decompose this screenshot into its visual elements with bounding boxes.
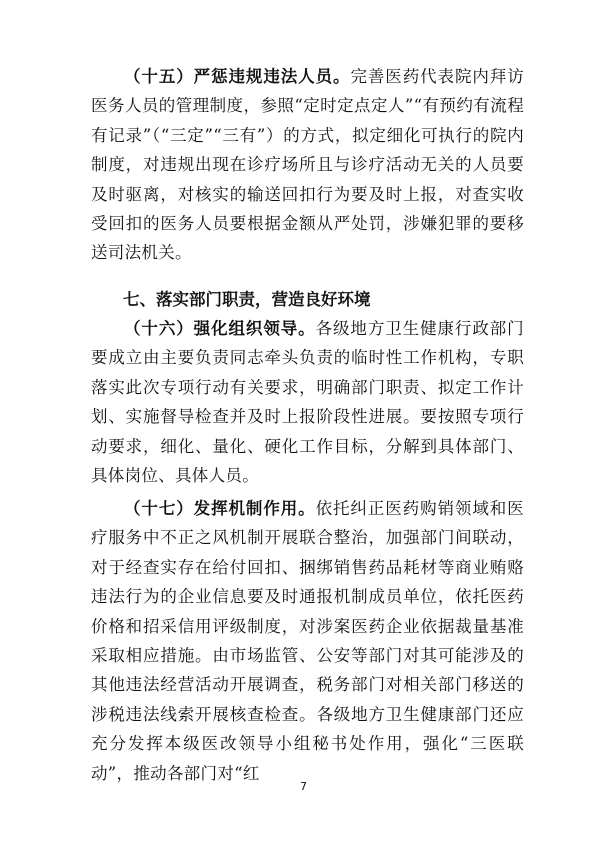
paragraph-16: [91, 314, 524, 490]
section-heading: 七、落实部门职责，营造良好环境: [123, 290, 371, 309]
page-number: 7: [300, 780, 307, 793]
paragraph-16-body: 各级地方卫生健康行政部门要成立由主要负责同志牵头负责的临时性工作机构，专职落实此次专项行动有关要求，明确部门职责、拟定工作计划、实施督导检查并及时上报阶段性进展。要按照专项行动要求，细化、量化、硬化工作目标，分解到具体部门、具体岗位、具体人员。: [91, 319, 524, 486]
paragraph-16-heading: （十六）强化组织领导。: [124, 319, 316, 338]
paragraph-17-body: 依托纠正医药购销领域和医疗服务中不正之风机制开展联合整治，加强部门间联动，对于经查实存在给付回扣、捆绑销售药品耗材等商业贿赂违法行为的企业信息要及时通报机制成员单位，依托医药价格和招采信用评级制度，对涉案医药企业依据裁量基准采取相应措施。由市场监管、公安等部门对其可能涉及的其他违法经营活动开展调查，税务部门对相关部门移送的涉税违法线索开展核查检查。各级地方卫生健康部门还应充分发挥本级医改领导小组秘书处作用，强化“三医联动”，推动各部门对“红: [91, 499, 524, 783]
paragraph-17: [91, 494, 524, 788]
paragraph-15: [91, 62, 524, 268]
paragraph-17-heading: （十七）发挥机制作用。: [124, 499, 316, 518]
paragraph-15-heading: （十五）严惩违规违法人员。: [124, 67, 351, 86]
paragraph-15-body: 完善医药代表院内拜访医务人员的管理制度，参照“定时定点定人”“有预约有流程有记录”（“三定”“三有”）的方式，拟定细化可执行的院内制度，对违规出现在诊疗场所且与诊疗活动无关的人员要及时驱离，对核实的输送回扣行为要及时上报，对查实收受回扣的医务人员要根据金额从严处罚，涉嫌犯罪的要移送司法机关。: [91, 67, 524, 263]
